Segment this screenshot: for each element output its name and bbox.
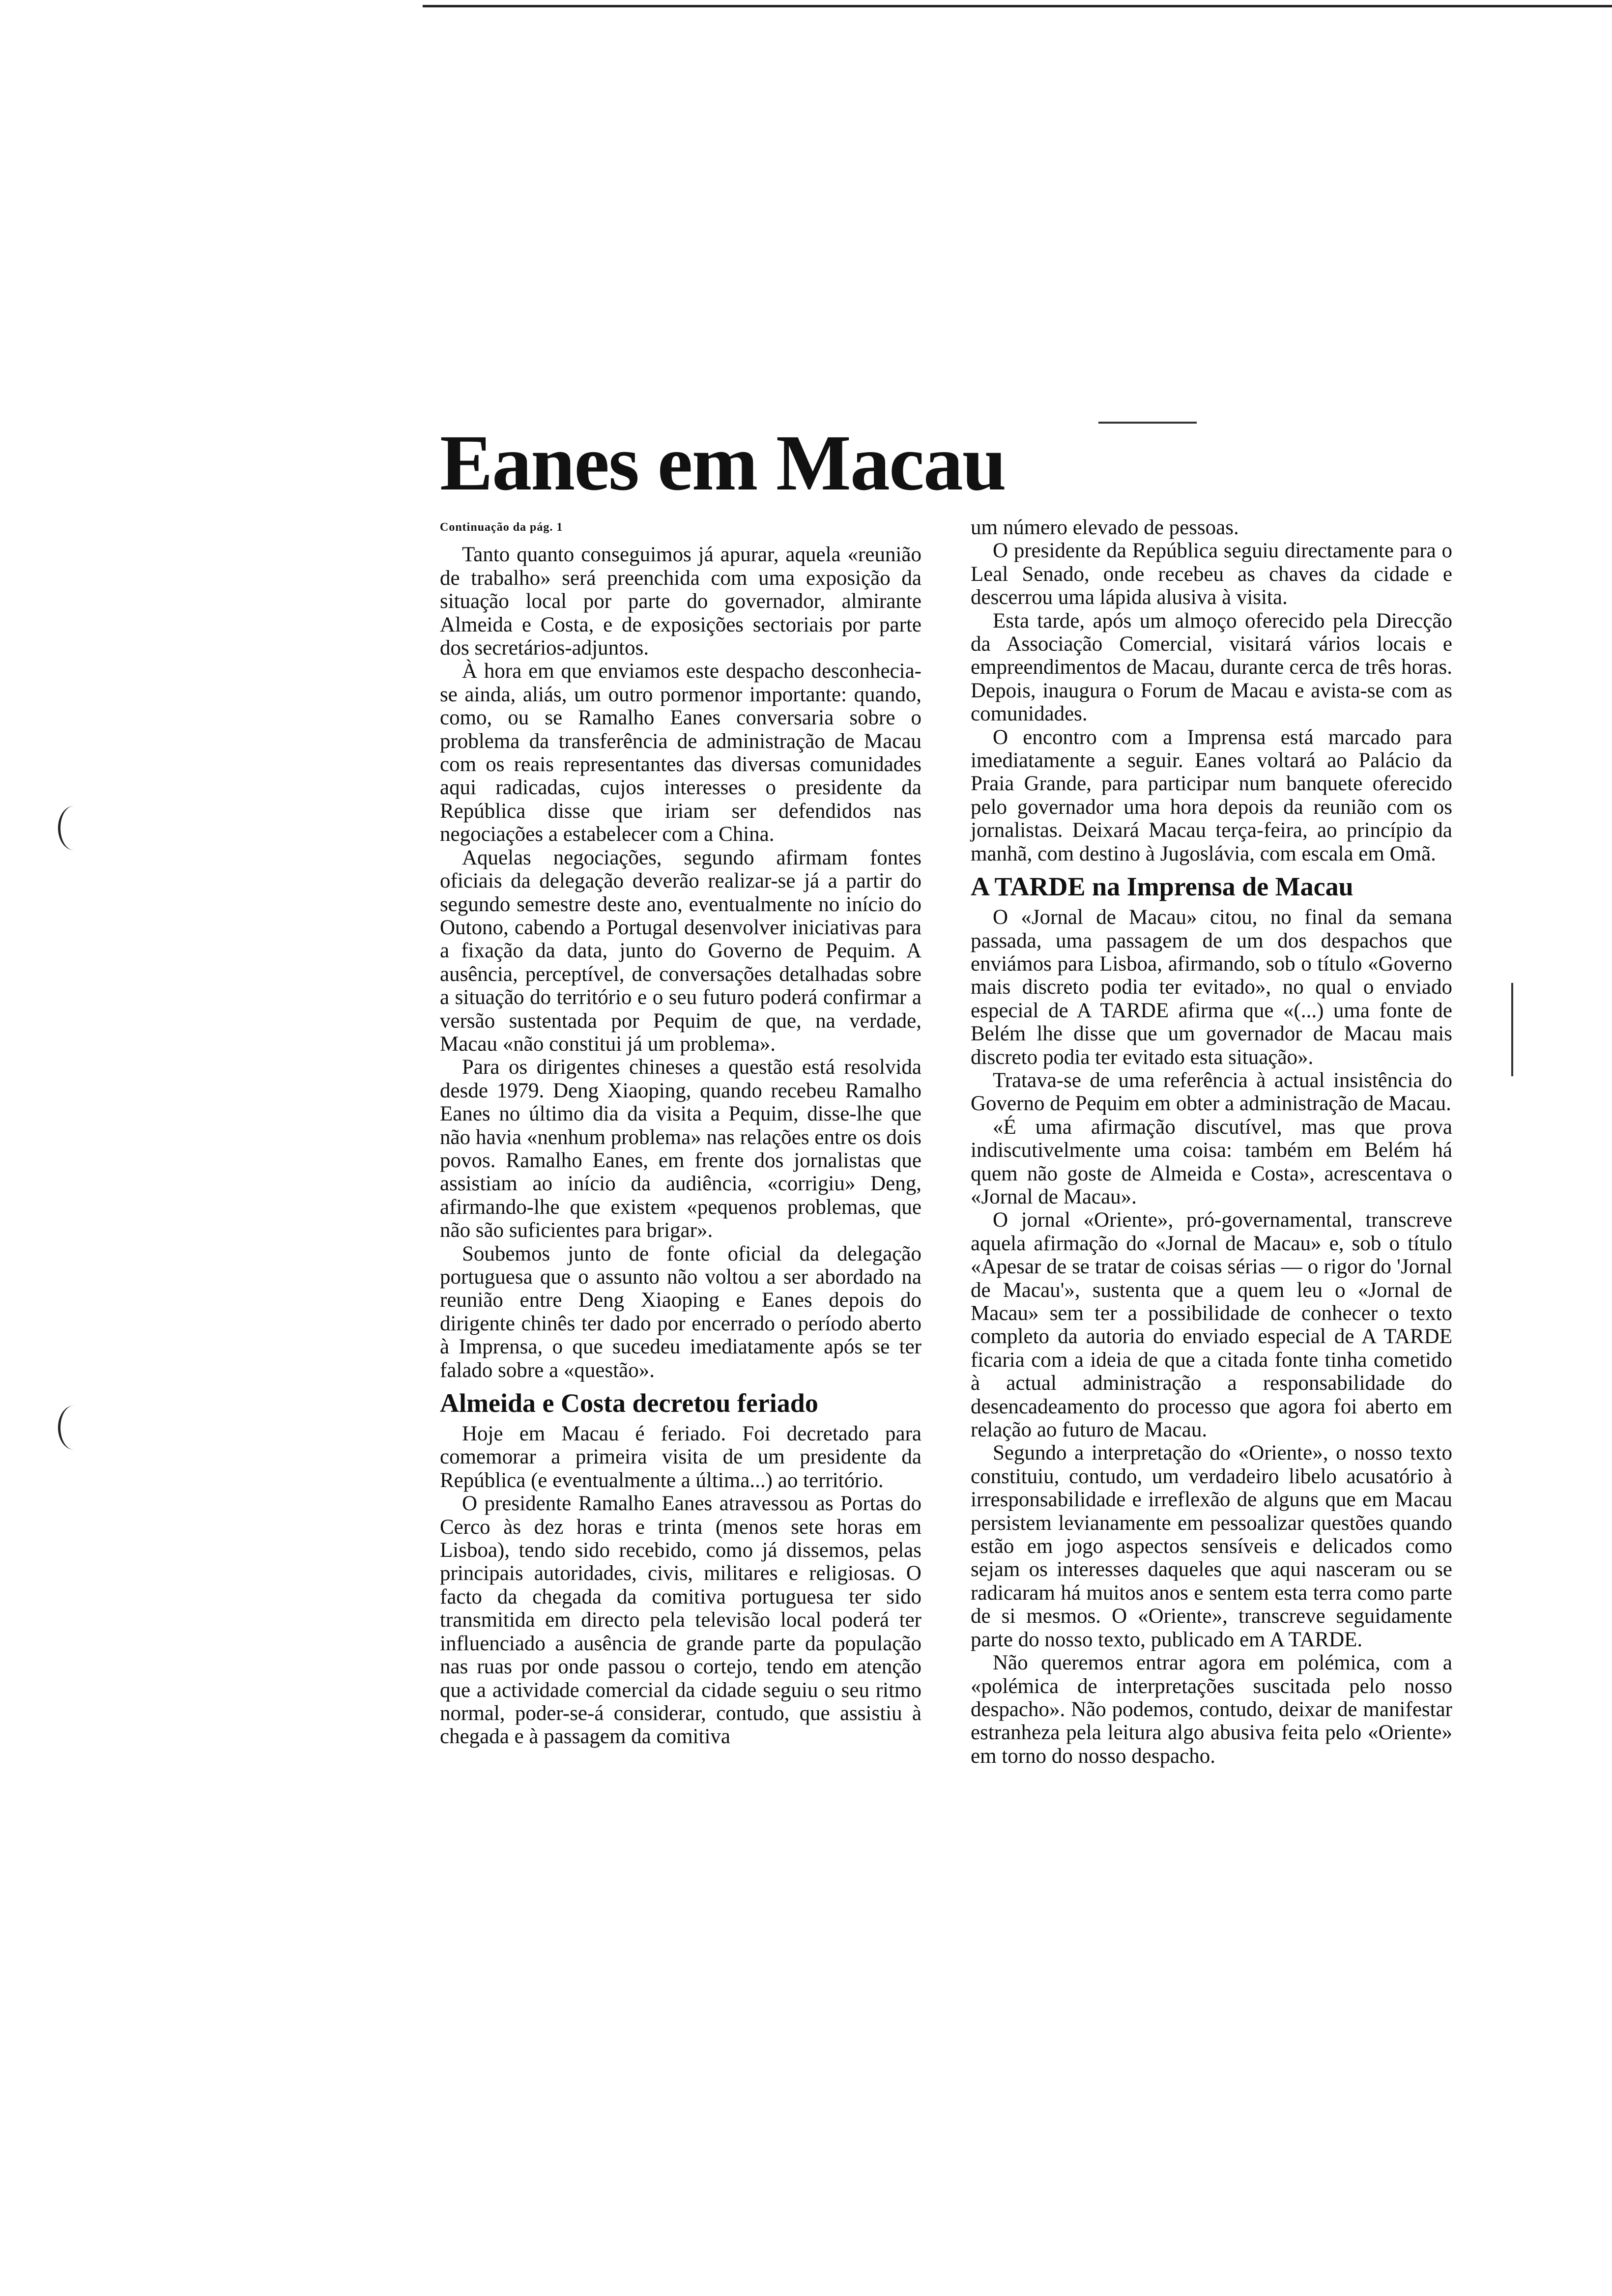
subheading: Almeida e Costa decretou feriado — [440, 1388, 818, 1418]
scan-mark — [58, 1406, 90, 1450]
continuation-note: Continuação da pág. 1 — [440, 521, 563, 534]
column-left — [440, 516, 921, 1749]
subheading: A TARDE na Imprensa de Macau — [971, 872, 1353, 902]
paragraph: um número elevado de pessoas. — [971, 516, 1239, 539]
paragraph: Hoje em Macau é feriado. Foi decretado para comemorar a primeira visita de um presidente da República (e eventualmente a última...) ao território. — [440, 1422, 921, 1492]
paragraph: Tanto quanto conseguimos já apurar, aquela «reunião de trabalho» será preenchida com uma exposição da situação local por parte do governador, almirante Almeida e Costa, e de exposições sectoriais por parte dos secretários-adjuntos. — [440, 543, 921, 660]
paragraph: À hora em que enviamos este despacho desconhecia-se ainda, aliás, um outro pormenor importante: quando, como, ou se Ramalho Eanes conversaria sobre o problema da transferência de administração de Macau com os reais representantes das diversas comunidades aqui radicadas, cujos interesses o presidente da República disse que iriam ser defendidos nas negociações a estabelecer com a China. — [440, 660, 921, 846]
decor-rule — [1098, 422, 1197, 424]
paragraph: «É uma afirmação discutível, mas que prova indiscutivelmente uma coisa: também em Belém há quem não goste de Almeida e Costa», acrescentava o «Jornal de Macau». — [971, 1115, 1452, 1208]
top-rule — [423, 5, 1612, 7]
paragraph: O «Jornal de Macau» citou, no final da semana passada, uma passagem de um dos despachos que enviámos para Lisboa, afirmando, sob o título «Governo mais discreto podia ter evitado», no qual o enviado especial de A TARDE afirma que «(...) uma fonte de Belém lhe disse que um governador de Macau mais discreto podia ter evitado esta situação». — [971, 906, 1452, 1069]
headline: Eanes em Macau — [440, 419, 1006, 507]
paragraph: Para os dirigentes chineses a questão está resolvida desde 1979. Deng Xiaoping, quando recebeu Ramalho Eanes no último dia da visita a Pequim, disse-lhe que não havia «nenhum problema» nas relações entre os dois povos. Ramalho Eanes, em frente dos jornalistas que assistiam ao início da audiência, «corrigiu» Deng, afirmando-lhe que existem «pequenos problemas, que não são suficientes para brigar». — [440, 1056, 921, 1242]
paragraph: Tratava-se de uma referência à actual insistência do Governo de Pequim em obter a administração de Macau. — [971, 1068, 1452, 1116]
scan-mark — [1511, 983, 1513, 1076]
scan-mark — [58, 806, 90, 850]
paragraph: Aquelas negociações, segundo afirmam fontes oficiais da delegação deverão realizar-se já a partir do segundo semestre deste ano, eventualmente no início do Outono, cabendo a Portugal desenvolver iniciativas para a fixação da data, junto do Governo de Pequim. A ausência, perceptível, de conversações detalhadas sobre a situação do território e o seu futuro poderá confirmar a versão sustentada por Pequim de que, na verdade, Macau «não constitui já um problema». — [440, 846, 921, 1056]
paragraph: O presidente Ramalho Eanes atravessou as Portas do Cerco às dez horas e trinta (menos sete horas em Lisboa), tendo sido recebido, como já dissemos, pelas principais autoridades, civis, militares e religiosas. O facto da chegada da comitiva portuguesa ter sido transmitida em directo pela televisão local poderá ter influenciado a ausência de grande parte da população nas ruas por onde passou o cortejo, tendo em atenção que a actividade comercial da cidade seguiu o seu ritmo normal, poder-se-á considerar, contudo, que assistiu à chegada e à passagem da comitiva — [440, 1492, 921, 1749]
paragraph: O jornal «Oriente», pró-governamental, transcreve aquela afirmação do «Jornal de Macau» e, sob o título «Apesar de se tratar de coisas sérias — o rigor do 'Jornal de Macau'», sustenta que a quem leu o «Jornal de Macau» sem ter a possibilidade de conhecer o texto completo da autoria do enviado especial de A TARDE ficaria com a ideia de que a citada fonte tinha cometido à actual administração a responsabilidade do desencadeamento do processo que agora foi aberto em relação ao futuro de Macau. — [971, 1208, 1452, 1442]
paragraph: Esta tarde, após um almoço oferecido pela Direcção da Associação Comercial, visitará vários locais e empreendimentos de Macau, durante cerca de três horas. Depois, inaugura o Forum de Macau e avista-se com as comunidades. — [971, 609, 1452, 726]
paragraph: O presidente da República seguiu directamente para o Leal Senado, onde recebeu as chaves da cidade e descerrou uma lápida alusiva à visita. — [971, 539, 1452, 609]
paragraph: Segundo a interpretação do «Oriente», o nosso texto constituiu, contudo, um verdadeiro libelo acusatório à irresponsabilidade e irreflexão de alguns que em Macau persistem levianamente em pessoalizar questões quando estão em jogo aspectos sensíveis e delicados como sejam os interesses daqueles que aqui nasceram ou se radicaram há muitos anos e sentem esta terra como parte de si mesmos. O «Oriente», transcreve seguidamente parte do nosso texto, publicado em A TARDE. — [971, 1441, 1452, 1651]
column-right — [971, 516, 1452, 1768]
paragraph: Não queremos entrar agora em polémica, com a «polémica de interpretações suscitada pelo nosso despacho». Não podemos, contudo, deixar de manifestar estranheza pela leitura algo abusiva feita pelo «Oriente» em torno do nosso despacho. — [971, 1651, 1452, 1768]
paragraph: Soubemos junto de fonte oficial da delegação portuguesa que o assunto não voltou a ser abordado na reunião entre Deng Xiaoping e Eanes depois do dirigente chinês ter dado por encerrado o período aberto à Imprensa, o que sucedeu imediatamente após se ter falado sobre a «questão». — [440, 1242, 921, 1382]
paragraph: O encontro com a Imprensa está marcado para imediatamente a seguir. Eanes voltará ao Palácio da Praia Grande, para participar num banquete oferecido pelo governador uma hora depois da reunião com os jornalistas. Deixará Macau terça-feira, ao princípio da manhã, com destino à Jugoslávia, com escala em Omã. — [971, 725, 1452, 865]
